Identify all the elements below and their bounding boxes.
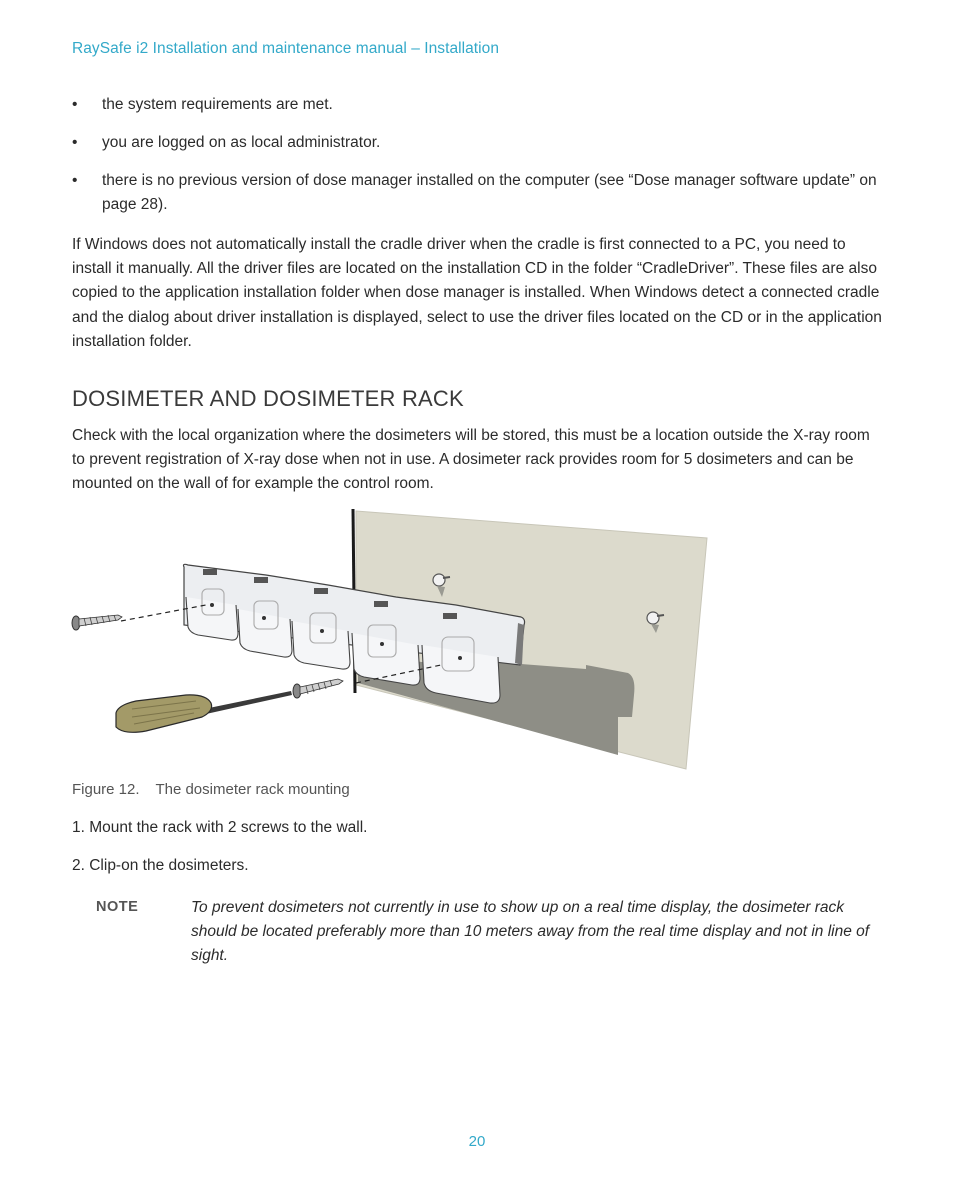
rack-slot	[374, 601, 388, 607]
rack-slot	[314, 588, 328, 594]
step-1: 1. Mount the rack with 2 screws to the wall.	[72, 819, 368, 836]
step-2: 2. Clip-on the dosimeters.	[72, 857, 249, 874]
figure-caption	[72, 781, 350, 798]
running-header: RaySafe i2 Installation and maintenance manual – Installation	[72, 40, 499, 57]
page-number: 20	[468, 1133, 486, 1150]
section-heading: DOSIMETER AND DOSIMETER RACK	[72, 386, 464, 411]
note-text: To prevent dosimeters not currently in use to show up on a real time display, the dosimeter rack should be located preferably more than 10 meters away from the real time display and not in line of sight.	[191, 899, 870, 965]
list-item-text: the system requirements are met.	[102, 96, 333, 113]
bullet-marker: •	[72, 96, 78, 113]
rack-mounting-figure	[66, 505, 726, 777]
figure-number: Figure 12.	[72, 781, 140, 798]
screw-icon	[72, 615, 122, 630]
list-item-text: you are logged on as local administrator.	[102, 134, 381, 151]
list-item	[72, 93, 882, 117]
rack-slot	[203, 569, 217, 575]
screw-icon	[293, 679, 343, 698]
rack-slot	[254, 577, 268, 583]
list-item	[72, 131, 882, 155]
section-paragraph: Check with the local organization where the dosimeters will be stored, this must be a location outside the X-ray room to prevent registration of X-ray dose when not in use. A dosimeter rack provides room for 5 dosimeters and can be mounted on the wall of for example the control room.	[72, 427, 870, 493]
list-item-text: there is no previous version of dose manager installed on the computer (see “Dose manager software update” on page 28).	[102, 172, 877, 213]
note-label: NOTE	[96, 899, 139, 915]
rack-slot	[443, 613, 457, 619]
screwdriver-icon	[116, 691, 292, 732]
rack-mounting-illustration	[66, 505, 726, 777]
bullet-marker: •	[72, 134, 78, 151]
driver-paragraph: If Windows does not automatically install the cradle driver when the cradle is first connected to a PC, you need to install it manually. All the driver files are located on the installation CD in the folder “CradleDriver”. These files are also copied to the application installation folder when dose manager is installed. When Windows detect a connected cradle and the dialog about driver installation is displayed, select to use the driver files located on the CD or in the application installation folder.	[72, 236, 882, 350]
requirements-list	[72, 93, 882, 231]
list-item	[72, 169, 882, 217]
figure-caption-text: The dosimeter rack mounting	[155, 781, 350, 798]
bullet-marker: •	[72, 172, 78, 189]
